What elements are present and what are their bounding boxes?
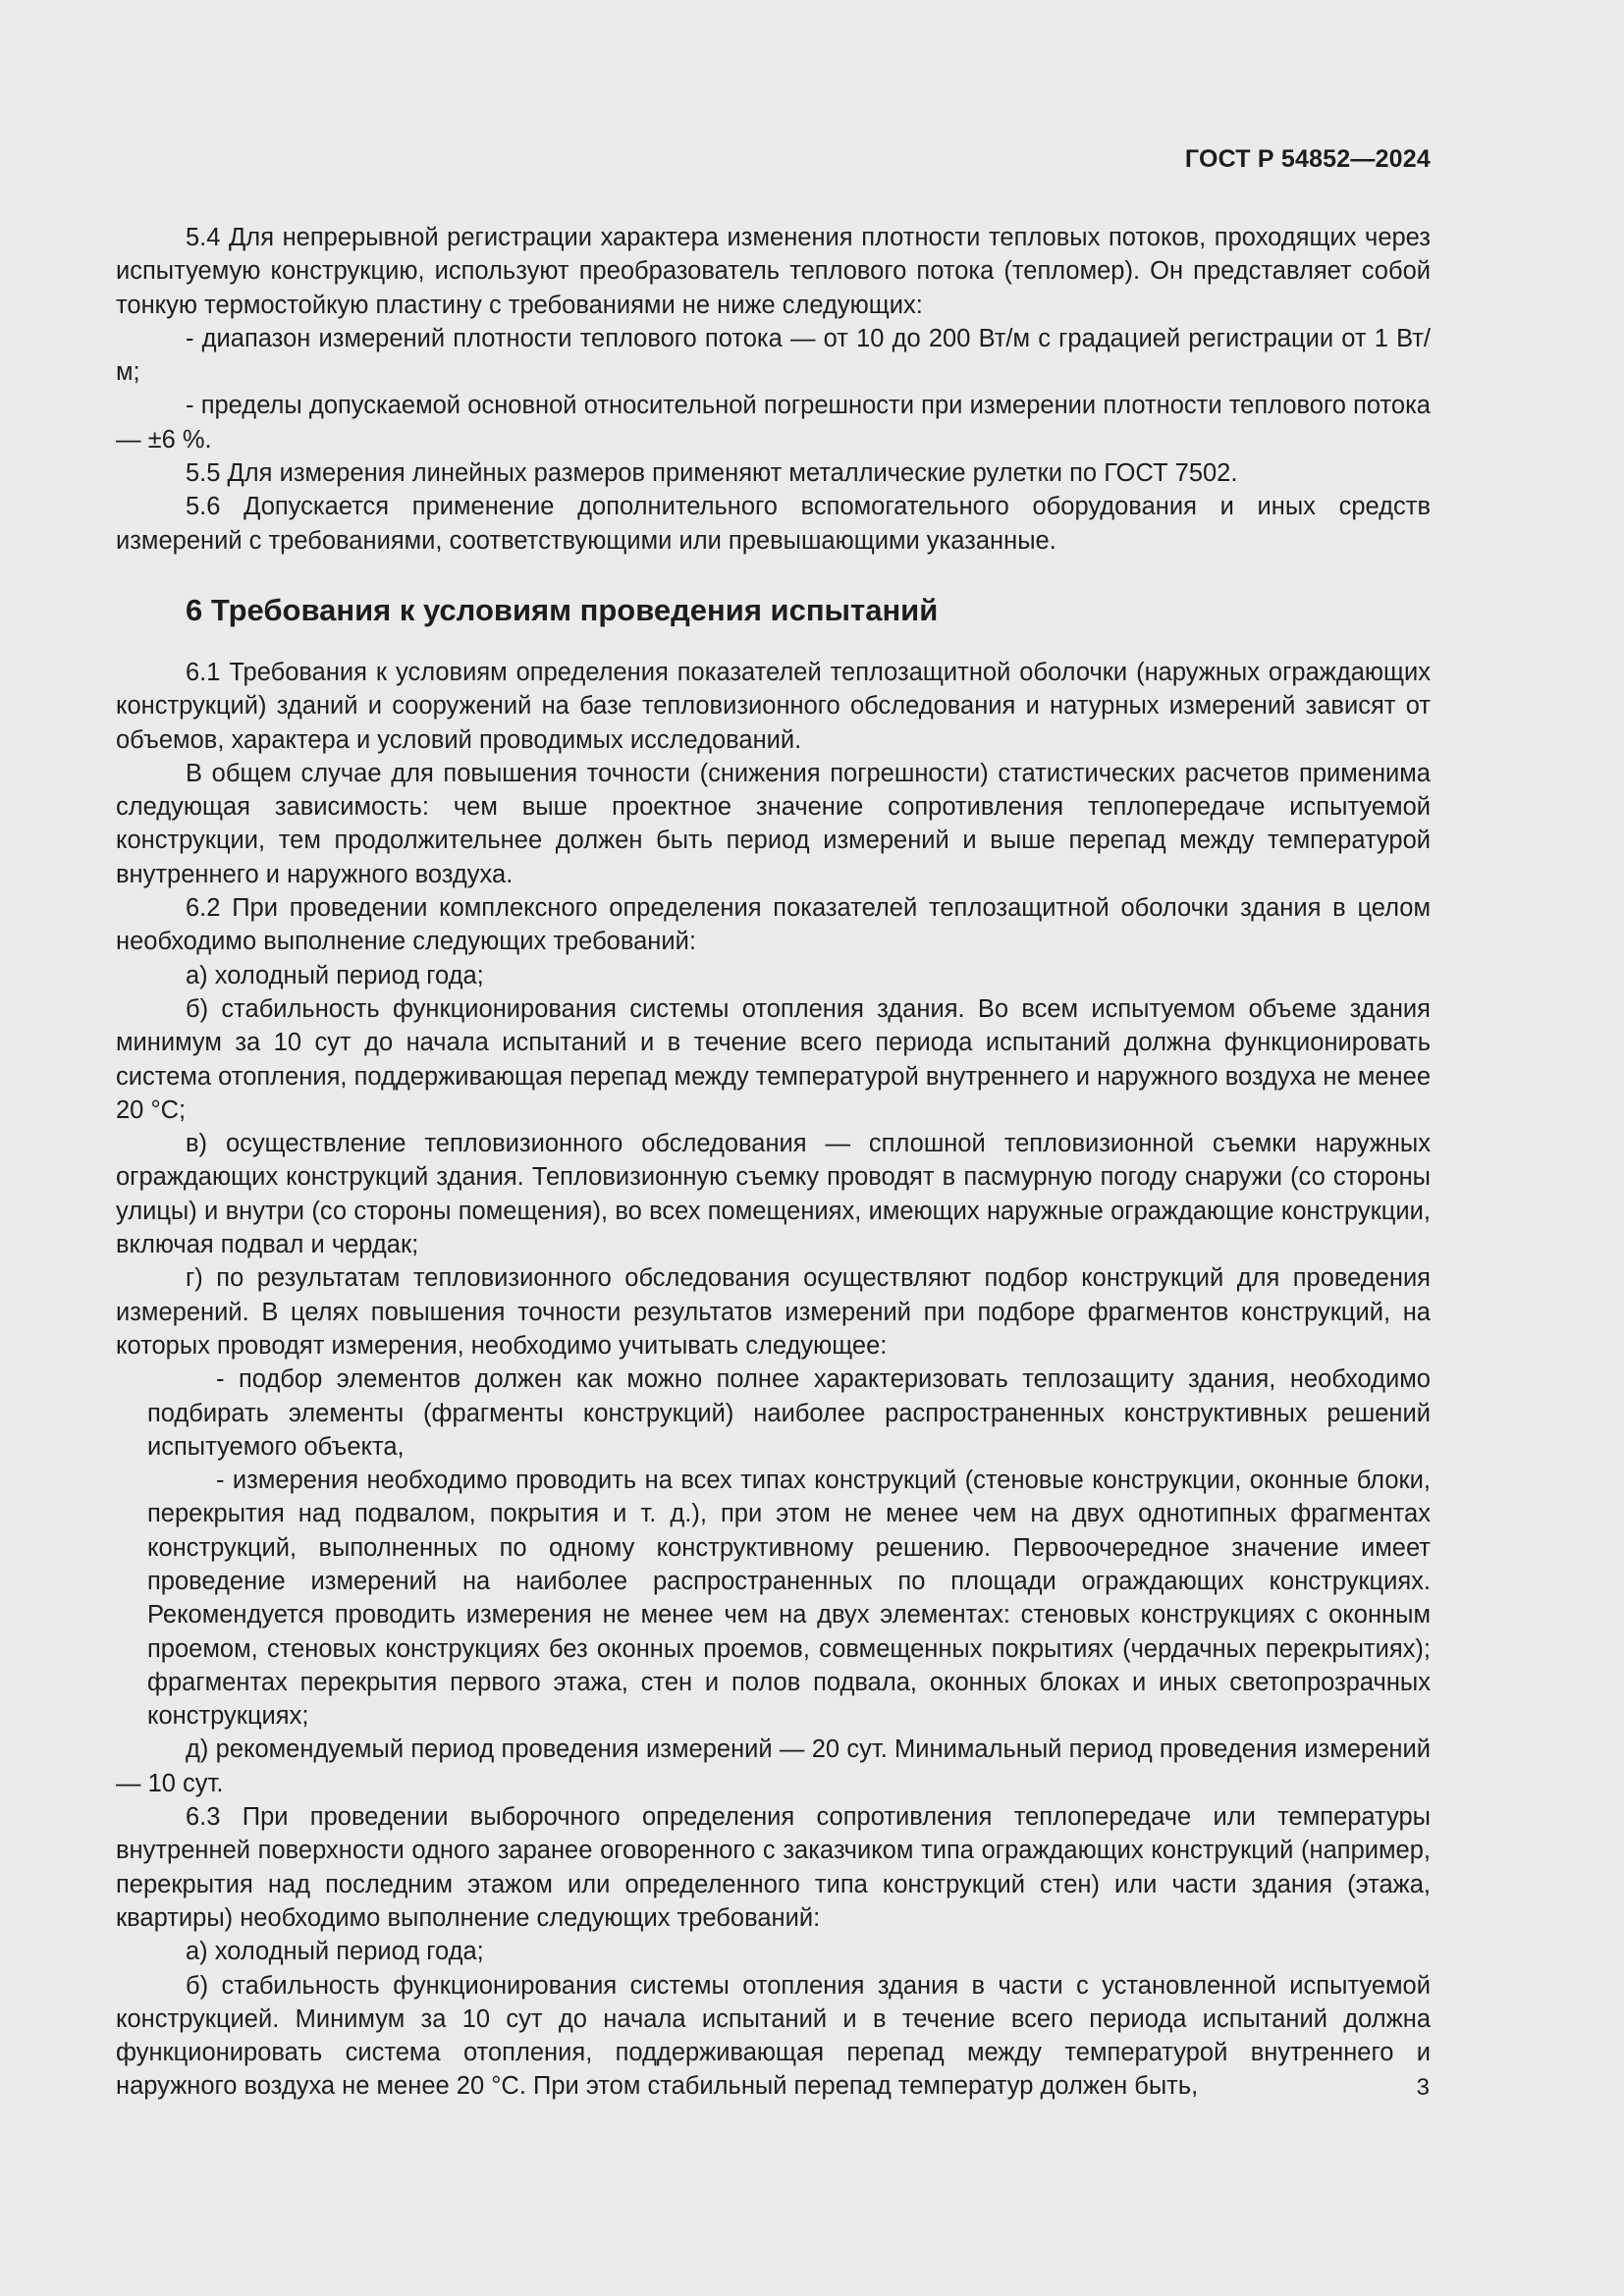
list-item-g: г) по результатам тепловизионного обследования осуществляют подбор конструкций для проведения измерений. В целях повышения точности результатов измерений при подборе фрагментов конструкций, на которых проводят измерения, необходимо учитывать следующее: [116,1264,1431,1360]
sub-list-item: - подбор элементов должен как можно полнее характеризовать теплозащиту здания, необходимо подбирать элементы (фрагменты конструкций) наиболее распространенных конструктивных решений испытуемого объекта, [147,1365,1431,1461]
paragraph-5-4: 5.4 Для непрерывной регистрации характера изменения плотности тепловых потоков, проходящих через испытуемую конструкцию, используют преобразователь теплового потока (тепломер). Он представляет собой тонкую термостойкую пластину с требованиями не ниже следующих: [116,224,1431,319]
list-item-a: а) холодный период года; [186,961,484,989]
paragraph-5-5: 5.5 Для измерения линейных размеров применяют металлические рулетки по ГОСТ 7502. [186,459,1238,488]
list-item-a: а) холодный период года; [186,1938,484,1966]
list-item-b: б) стабильность функционирования системы отопления здания в части с установленной испытуемой конструкцией. Минимум за 10 сут до начала испытаний и в течение всего периода испытаний должна функционировать система отопления, поддерживающая перепад между температурой внутреннего и наружного воздуха не менее 20 °С. При этом стабильный перепад температур должен быть, [116,1971,1431,2101]
paragraph-6-3: 6.3 При проведении выборочного определения сопротивления теплопередаче или температуры внутренней поверхности одного заранее оговоренного с заказчиком типа ограждающих конструкций (например, перекрытия над последним этажом или определенного типа конструкций стен) или части здания (этажа, квартиры) необходимо выполнение следующих требований: [116,1803,1431,1932]
section-heading-6: 6 Требования к условиям проведения испытаний [186,592,939,627]
sub-list-item: - измерения необходимо проводить на всех типах конструкций (стеновые конструкции, оконные блоки, перекрытия над подвалом, покрытия и т. д.), при этом не менее чем на двух однотипных фрагментах конструкций, выполненных по одному конструктивному решению. Первоочередное значение имеет проведение измерений на наиболее распространенных по площади ограждающих конструкциях. Рекомендуется проводить измерения не менее чем на двух элементах: стеновых конструкциях с оконным проемом, стеновых конструкциях без оконных проемов, совмещенных покрытиях (чердачных перекрытиях); фрагментах перекрытия первого этажа, стен и полов подвала, оконных блоках и иных светопрозрачных конструкциях; [147,1467,1431,1731]
list-item-d: д) рекомендуемый период проведения измерений — 20 сут. Минимальный период проведения измерений — 10 сут. [116,1735,1431,1797]
list-item-b: б) стабильность функционирования системы отопления здания. Во всем испытуемом объеме здания минимум за 10 сут до начала испытаний и в течение всего периода испытаний должна функционировать система отопления, поддерживающая перепад между температурой внутреннего и наружного воздуха не менее 20 °С; [116,994,1431,1124]
paragraph-5-6: 5.6 Допускается применение дополнительного вспомогательного оборудования и иных средств измерений с требованиями, соответствующими или превышающими указанные. [116,493,1431,555]
page-number: 3 [1416,2074,1430,2101]
paragraph-6-1: 6.1 Требования к условиям определения показателей теплозащитной оболочки (наружных ограждающих конструкций) зданий и сооружений на базе тепловизионного обследования и натурных измерений зависят от объемов, характера и условий проводимых исследований. [116,658,1431,754]
paragraph-general-case: В общем случае для повышения точности (снижения погрешности) статистических расчетов применима следующая зависимость: чем выше проектное значение сопротивления теплопередаче испытуемой конструкции, тем продолжительнее должен быть период измерений и выше перепад между температурой внутреннего и наружного воздуха. [116,759,1431,888]
paragraph-6-2: 6.2 При проведении комплексного определения показателей теплозащитной оболочки здания в целом необходимо выполнение следующих требований: [116,894,1431,956]
list-item-v: в) осуществление тепловизионного обследования — сплошной тепловизионной съемки наружных ограждающих конструкций здания. Тепловизионную съемку проводят в пасмурную погоду снаружи (со стороны улицы) и внутри (со стороны помещения), во всех помещениях, имеющих наружные ограждающие конструкции, включая подвал и чердак; [116,1130,1431,1259]
list-item-dash: - пределы допускаемой основной относительной погрешности при измерении плотности теплового потока — ±6 %. [116,392,1431,454]
document-code-header: ГОСТ Р 54852—2024 [1184,145,1431,173]
list-item-dash: - диапазон измерений плотности теплового потока — от 10 до 200 Вт/м с градацией регистрации от 1 Вт/м; [116,324,1431,387]
document-body [116,221,1431,2104]
